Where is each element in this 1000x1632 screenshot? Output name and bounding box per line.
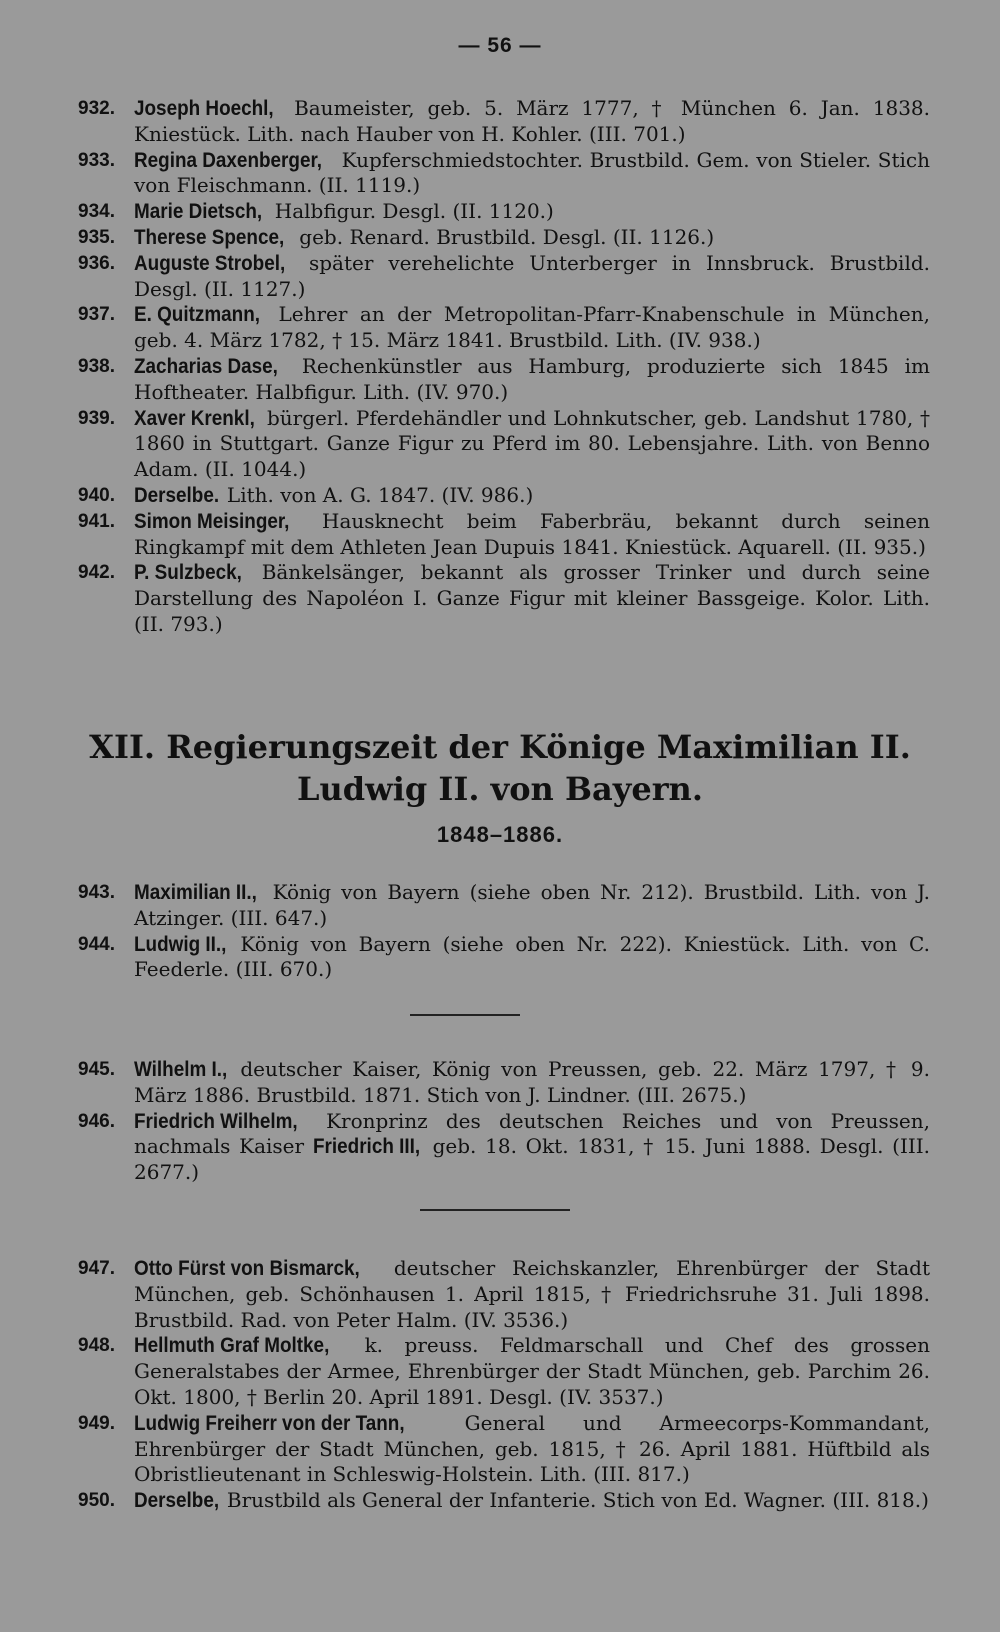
entry-name: Derselbe,	[134, 1489, 220, 1513]
catalog-entry	[78, 1411, 930, 1488]
entries-block-2	[78, 880, 930, 983]
entry-description: k. preuss. Feldmarschall und Chef des grossen Generalstabes der Armee, Ehrenbürger der Stadt München, geb. Parchim 26. Okt. 1800, † Berlin 20. April 1891. Desgl. (IV. 3537.)	[134, 1333, 931, 1409]
entry-number: 942.	[78, 562, 115, 584]
catalog-entry	[78, 509, 930, 561]
entry-description: Lith. von A. G. 1847. (IV. 986.)	[226, 482, 534, 507]
entry-name: Derselbe.	[134, 483, 220, 507]
entry-number: 939.	[78, 407, 115, 429]
entry-description: Hausknecht beim Faberbräu, bekannt durch seinen Ringkampf mit dem Athleten Jean Dupuis 1841. Kniestück. Aquarell. (II. 935.)	[134, 508, 930, 559]
entry-name: Friedrich III,	[312, 1135, 420, 1159]
entry-description: deutscher Kaiser, König von Preussen, geb. 22. März 1797, † 9. März 1886. Brustbild. 1871. Stich von J. Lindner. (III. 2675.)	[134, 1057, 931, 1107]
section-years: 1848–1886.	[436, 822, 564, 847]
entry-name: Wilhelm I.,	[134, 1058, 228, 1081]
entry-description: Rechenkünstler aus Hamburg, produzierte sich 1845 im Hoftheater. Halbfigur. Lith. (IV. 970.)	[134, 353, 930, 404]
entry-name: Hellmuth Graf Moltke,	[134, 1334, 330, 1358]
entry-number: 934.	[78, 201, 115, 223]
entry-name: Maximilian II.,	[134, 881, 257, 904]
divider-rule	[420, 1209, 570, 1211]
catalog-entry	[78, 406, 930, 483]
catalog-entry	[78, 1256, 930, 1333]
catalog-entry	[78, 225, 930, 251]
entry-name: Therese Spence,	[134, 225, 285, 249]
entry-name: E. Quitzmann,	[134, 303, 261, 327]
entry-description: geb. Renard. Brustbild. Desgl. (II. 1126.)	[299, 224, 715, 249]
entry-description: später verehelichte Unterberger in Innsbruck. Brustbild. Desgl. (II. 1127.)	[134, 250, 930, 301]
catalog-entry	[78, 354, 930, 406]
entry-name: Friedrich Wilhelm,	[134, 1109, 298, 1133]
entry-name: Regina Daxenberger,	[134, 148, 323, 172]
catalog-entry	[78, 560, 930, 637]
entry-number: 944.	[78, 933, 115, 955]
entry-number: 935.	[78, 226, 115, 248]
entry-number: 938.	[78, 355, 115, 377]
entry-name: Joseph Hoechl,	[134, 97, 274, 120]
catalog-entry	[78, 148, 930, 200]
catalog-entry	[78, 1057, 930, 1109]
entry-name: Simon Meisinger,	[134, 509, 290, 533]
entry-number: 945.	[78, 1059, 115, 1080]
catalog-entry	[78, 251, 930, 303]
entry-number: 932.	[78, 98, 115, 119]
catalog-entry	[78, 880, 930, 932]
catalog-entry	[78, 1109, 930, 1186]
entry-name: Xaver Krenkl,	[134, 406, 255, 430]
section-title-line-1: XII. Regierungszeit der Könige Maximilian II.	[89, 728, 911, 766]
entry-number: 936.	[78, 252, 115, 274]
entry-number: 950.	[78, 1490, 115, 1512]
entry-description: Brustbild als General der Infanterie. Stich von Ed. Wagner. (III. 818.)	[226, 1488, 929, 1513]
catalog-entry	[78, 1333, 930, 1410]
entry-number: 948.	[78, 1335, 115, 1357]
entry-number: 949.	[78, 1412, 115, 1434]
catalog-entry	[78, 302, 930, 354]
entry-name: Ludwig II.,	[134, 932, 227, 956]
entry-number: 946.	[78, 1110, 115, 1132]
entry-description: Baumeister, geb. 5. März 1777, † München 6. Jan. 1838. Kniestück. Lith. nach Hauber von H. Kohler. (III. 701.)	[134, 96, 931, 146]
section-title-line-2: Ludwig II. von Bayern.	[297, 770, 703, 808]
entry-number: 941.	[78, 510, 115, 532]
entry-name: Otto Fürst von Bismarck,	[134, 1257, 360, 1280]
catalog-entry	[78, 932, 930, 984]
entry-description: Lehrer an der Metropolitan-Pfarr-Knabenschule in München, geb. 4. März 1782, † 15. März 1841. Brustbild. Lith. (IV. 938.)	[134, 302, 931, 353]
entry-number: 947.	[78, 1258, 115, 1279]
catalog-entry	[78, 96, 930, 148]
catalog-entry	[78, 483, 930, 509]
entry-number: 933.	[78, 149, 115, 171]
entry-name: Auguste Strobel,	[134, 251, 286, 275]
entry-description: Halbfigur. Desgl. (II. 1120.)	[274, 199, 554, 224]
entry-description: General und Armeecorps-Kommandant, Ehrenbürger der Stadt München, geb. 1815, † 26. April 1881. Hüftbild als Obristlieutenant in Schleswig-Holstein. Lith. (III. 817.)	[134, 1410, 931, 1487]
entry-description: Kronprinz des deutschen Reiches und von Preussen, nachmals Kaiser	[134, 1108, 930, 1159]
catalog-entry	[78, 1488, 930, 1514]
entry-description: bürgerl. Pferdehändler und Lohnkutscher, geb. Landshut 1780, † 1860 in Stuttgart. Ganze Figur zu Pferd im 80. Lebensjahre. Lith. von Benno Adam. (II. 1044.)	[134, 405, 931, 482]
entry-description: Bänkelsänger, bekannt als grosser Trinker und durch seine Darstellung des Napoléon I. Ganze Figur mit kleiner Bassgeige. Kolor. Lith. (II. 793.)	[134, 560, 930, 636]
page-number: — 56 —	[458, 34, 542, 57]
entries-block-4	[78, 1256, 930, 1514]
entry-number: 937.	[78, 304, 115, 326]
entry-description: geb. 18. Okt. 1831, † 15. Juni 1888. Desgl. (III. 2677.)	[134, 1134, 931, 1185]
entries-block-1	[78, 96, 930, 638]
entry-description: deutscher Reichskanzler, Ehrenbürger der Stadt München, geb. Schönhausen 1. April 1815, † Friedrichsruhe 31. Juli 1898. Brustbild. Rad. von Peter Halm. (IV. 3536.)	[134, 1256, 931, 1332]
entries-block-3	[78, 1057, 930, 1186]
entry-name: Marie Dietsch,	[134, 200, 263, 224]
entry-description: König von Bayern (siehe oben Nr. 212). Brustbild. Lith. von J. Atzinger. (III. 647.)	[134, 880, 931, 930]
entry-name: Zacharias Dase,	[134, 354, 278, 378]
entry-number: 940.	[78, 484, 115, 506]
catalog-entry	[78, 199, 930, 225]
entry-description: König von Bayern (siehe oben Nr. 222). Kniestück. Lith. von C. Feederle. (III. 670.)	[134, 931, 930, 982]
entry-name: P. Sulzbeck,	[134, 561, 242, 585]
entry-description: Kupferschmiedstochter. Brustbild. Gem. von Stieler. Stich von Fleischmann. (II. 1119.)	[134, 147, 931, 198]
entry-number: 943.	[78, 882, 115, 903]
entry-name: Ludwig Freiherr von der Tann,	[134, 1411, 405, 1435]
divider-rule	[410, 1014, 520, 1016]
